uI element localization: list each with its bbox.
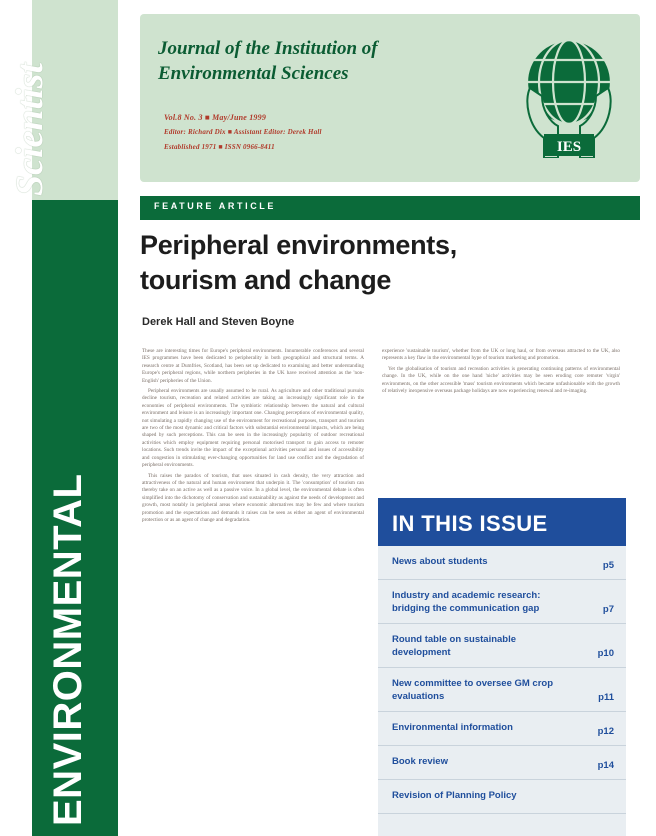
masthead-volume: Vol.8 No. 3 ■ May/June 1999	[164, 113, 267, 122]
in-this-issue-list	[378, 546, 626, 814]
issue-item-page: p11	[598, 692, 614, 703]
spine-gutter	[118, 0, 132, 836]
article-paragraph: experience 'sustainable tourism', whether from the UK or long haul, or from overseas attracted to the UK, also represents a key flaw in the environmental hype of tourism marketing and promotion.	[382, 348, 620, 362]
list-item[interactable]	[378, 780, 626, 814]
ies-globe-hands-logo	[514, 30, 624, 158]
spine-brand-top: Scientist	[9, 62, 51, 196]
page-title	[140, 228, 620, 298]
article-paragraph: Peripheral environments are usually assumed to be rural. As agriculture and other traditional pursuits decline tourism, recreation and related activities are taking an increasingly significant role in the economies of peripheral environments. The symbiotic relationship between the natural and cultural environment and leisure is an increasingly important one. Changing perceptions of environmental quality, not simulating a rapidly changing use of the environment for recreational purposes, transport and tourism are two of the most dynamic and critical factors with substantial environmental impacts, which are being shaped by such perceptions. This can be seen in the increasingly popularity of outdoor recreational activities which employ equipment requiring personal motorised transport to gain access to remoter locations. Such trends invite the impact of the exceptional activities personal and issues of accessibility and congestion in stimulating ever-changing opportunities for land use conflict and the degradation of peripheral environments.	[142, 388, 364, 469]
issue-item-label: Round table on sustainable development	[392, 634, 517, 658]
masthead-title	[158, 36, 458, 86]
list-item[interactable]	[378, 580, 626, 624]
list-item[interactable]	[378, 624, 626, 668]
masthead-panel	[140, 14, 640, 182]
masthead-title-line2: Environmental Sciences	[158, 63, 349, 84]
spine-brand-bottom: ENVIRONMENTAL	[46, 473, 90, 826]
issue-item-label: News about students	[392, 556, 488, 567]
list-item[interactable]	[378, 668, 626, 712]
in-this-issue-heading: IN THIS ISSUE	[392, 511, 548, 536]
byline: Derek Hall and Steven Boyne	[142, 316, 295, 328]
masthead-established: Established 1971 ■ ISSN 0966-8411	[164, 143, 275, 151]
headline-line1: Peripheral environments,	[140, 230, 457, 260]
issue-item-label: Book review	[392, 756, 448, 767]
spine-text-layer	[32, 0, 118, 836]
masthead-editor: Editor: Richard Dix ■ Assistant Editor: Derek Hall	[164, 128, 322, 136]
issue-item-page: p5	[602, 560, 614, 571]
issue-item-label: New committee to oversee GM crop evaluations	[392, 678, 554, 702]
feature-kicker: FEATURE ARTICLE	[154, 201, 276, 211]
issue-item-page: p7	[602, 604, 614, 615]
in-this-issue-header	[378, 498, 626, 546]
svg-text:IES: IES	[556, 139, 582, 155]
issue-item-label: Industry and academic research: bridging the communication gap	[392, 590, 541, 614]
issue-item-label: Revision of Planning Policy	[392, 790, 517, 801]
article-column-right	[382, 348, 620, 488]
list-item[interactable]	[378, 712, 626, 746]
masthead-title-line1: Journal of the Institution of	[158, 38, 378, 59]
masthead-details	[164, 110, 464, 155]
list-item[interactable]	[378, 546, 626, 580]
in-this-issue-box	[378, 498, 626, 836]
issue-item-label: Environmental information	[392, 722, 513, 733]
feature-article-band	[140, 196, 640, 220]
article-paragraph: Yet the globalisation of tourism and recreation activities is generating continuing patterns of environmental change. In the UK, while on the one hand 'niche' activities may be seen eroding core remoter 'virgin' environments, on the other accessible 'mass' tourism environments which became unfashionable with the growth of relatively inexpensive overseas package holidays are now experiencing renewal and re-imaging.	[382, 365, 620, 395]
issue-item-page: p12	[597, 726, 614, 737]
issue-item-page: p14	[597, 760, 614, 771]
article-paragraph: These are interesting times for Europe's peripheral environments. Innumerable conferences and several IES programmes have been dedicated to peripherality in both geographical and structural terms. A research centre at Dumfries, Scotland, has been set up dedicated to examining and better understanding Europe's peripheral regions, while northern peripheries in the UK have received attention as the 'non-English' peripheries of the Union.	[142, 348, 364, 384]
list-item[interactable]	[378, 746, 626, 780]
article-column-left	[142, 348, 364, 832]
issue-item-page: p10	[597, 648, 614, 659]
headline-line2: tourism and change	[140, 265, 392, 295]
article-paragraph: This raises the paradox of tourism, that uses situated in cash density, the very attraction and attractiveness of the natural and human environment that underpin it. The 'consumption' of tourism can thereby take on an active as well as a passive voice. In a global level, the environmental debate is often simplified into the dichotomy of conservation and sustainability as against the needs of development and growth, most notably in peripheral areas where economic alternatives may be few and where tourism promotion and the expectations and demands it raises can be seen as either an agent of environmental protection or as an agent of change and degradation.	[142, 472, 364, 523]
